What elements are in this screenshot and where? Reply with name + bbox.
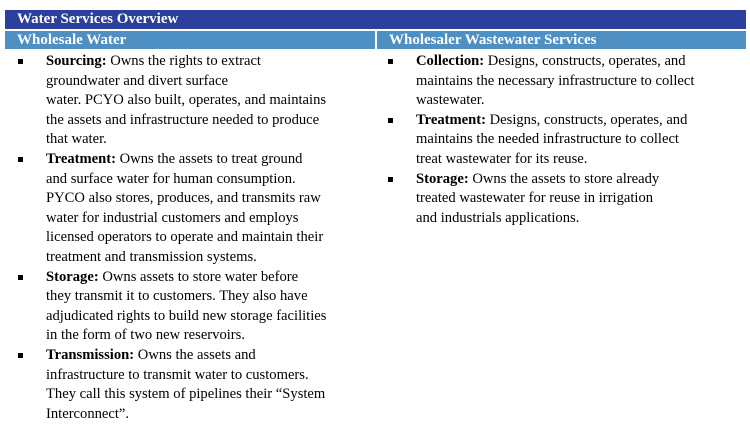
item-text: wastewater.: [416, 92, 485, 109]
wholesale-water-column: [18, 52, 374, 424]
item-text: they transmit it to customers. They also have: [46, 288, 308, 305]
item-text: treated wastewater for reuse in irrigation: [416, 190, 654, 207]
list-item-collection: [388, 52, 744, 111]
item-text: and industrials applications.: [416, 209, 580, 226]
item-term: Treatment:: [416, 111, 486, 128]
item-text: Interconnect”.: [46, 405, 130, 422]
list-item-treatment: [388, 111, 744, 170]
item-text: and surface water for human consumption.: [46, 170, 296, 187]
item-term: Collection:: [416, 53, 485, 69]
item-text: maintains the necessary infrastructure to collect: [416, 72, 695, 89]
item-text: in the form of two new reservoirs.: [46, 327, 245, 344]
column-header-wastewater-services: Wholesaler Wastewater Services: [377, 31, 746, 49]
item-term: Storage:: [416, 170, 469, 187]
list-item-transmission: [18, 346, 374, 424]
list-item-storage: [18, 268, 374, 346]
item-text: water. PCYO also built, operates, and maintains: [46, 92, 327, 109]
square-bullet-icon: [388, 177, 393, 182]
item-text: Designs, constructs, operates, and: [489, 111, 688, 128]
wastewater-services-column: [388, 52, 744, 228]
item-text: PYCO also stores, produces, and transmits raw: [46, 190, 321, 207]
item-term: Treatment:: [46, 150, 116, 167]
square-bullet-icon: [18, 59, 23, 64]
item-text: treat wastewater for its reuse.: [416, 150, 588, 167]
item-term: Transmission:: [46, 346, 135, 363]
item-text: treatment and transmission systems.: [46, 248, 257, 265]
item-text: groundwater and divert surface: [46, 72, 228, 89]
item-text: water for industrial customers and employs: [46, 209, 299, 226]
item-text: They call this system of pipelines their “System: [46, 386, 326, 403]
item-text: Owns the assets to treat ground: [119, 150, 303, 167]
item-text: Owns the assets and: [137, 346, 256, 363]
item-text: Owns assets to store water before: [102, 268, 299, 285]
square-bullet-icon: [18, 157, 23, 162]
square-bullet-icon: [18, 353, 23, 358]
list-item-storage: [388, 170, 744, 229]
item-text: Owns the rights to extract: [110, 53, 261, 69]
table-title: Water Services Overview: [5, 10, 746, 29]
item-term: Storage:: [46, 268, 99, 285]
item-text: the assets and infrastructure needed to produce: [46, 111, 320, 128]
item-term: Sourcing:: [46, 53, 107, 69]
item-text: that water.: [46, 131, 107, 148]
item-text: Designs, constructs, operates, and: [487, 53, 686, 69]
item-text: licensed operators to operate and maintain their: [46, 229, 324, 246]
item-text: adjudicated rights to build new storage facilities: [46, 307, 327, 324]
wastewater-services-list: [388, 52, 744, 228]
list-item-treatment: [18, 150, 374, 268]
item-text: Owns the assets to store already: [472, 170, 660, 187]
square-bullet-icon: [388, 118, 393, 123]
wholesale-water-list: [18, 52, 374, 424]
list-item-sourcing: [18, 52, 374, 150]
square-bullet-icon: [18, 275, 23, 280]
item-text: infrastructure to transmit water to customers.: [46, 366, 309, 383]
item-text: maintains the needed infrastructure to collect: [416, 131, 679, 148]
square-bullet-icon: [388, 59, 393, 64]
column-header-wholesale-water: Wholesale Water: [5, 31, 375, 49]
